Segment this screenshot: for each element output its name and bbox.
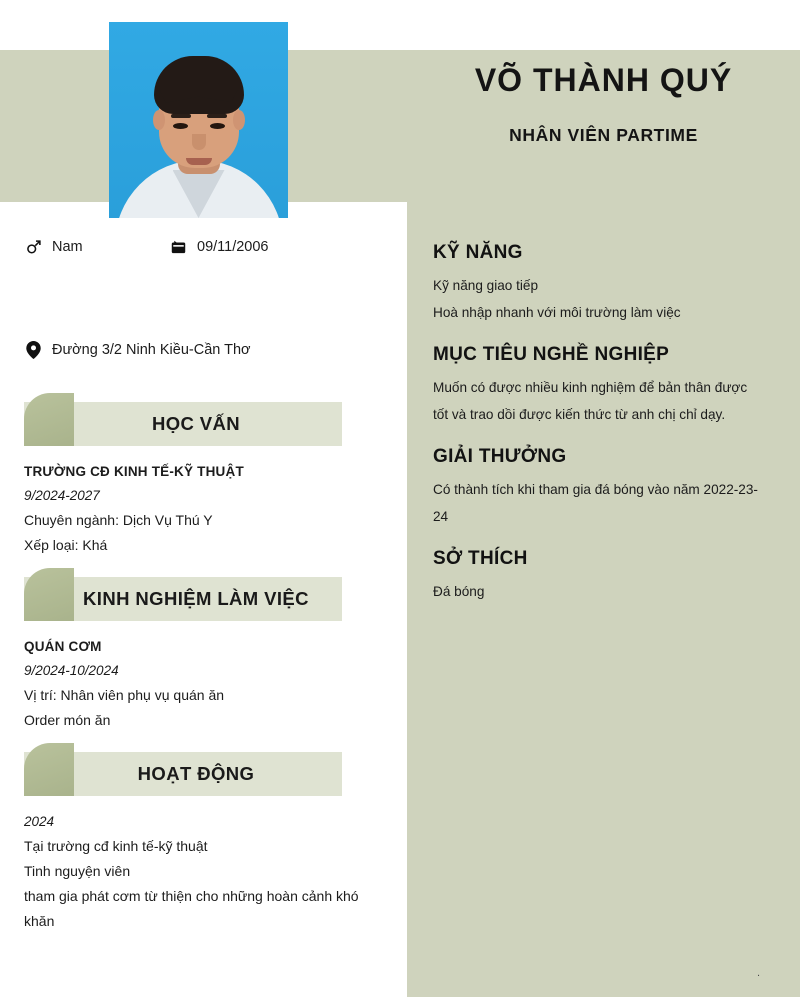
right-top-white-strip [407, 0, 800, 50]
gender-icon [24, 238, 42, 256]
section-education [24, 402, 342, 446]
location-pin-icon [24, 341, 42, 359]
job-role: NHÂN VIÊN PARTIME [509, 125, 698, 145]
profile-photo [109, 22, 288, 218]
experience-date: 9/2024-10/2024 [24, 663, 119, 679]
section-awards-title: GIẢI THƯỞNG [433, 446, 567, 467]
page-title: VÕ THÀNH QUÝ [474, 62, 733, 98]
education-line-2: Xếp loại: Khá [24, 536, 108, 553]
calendar-icon [169, 238, 187, 256]
section-education-body [24, 448, 384, 558]
section-activities-header [24, 752, 342, 796]
section-career-objective-body [433, 375, 763, 428]
education-date: 9/2024-2027 [24, 488, 100, 504]
gender-value: Nam [52, 239, 83, 255]
activities-line-3: tham gia phát cơm từ thiện cho những hoàn cảnh khó khăn [24, 887, 359, 929]
dob-field [169, 238, 269, 256]
section-activities-body [24, 798, 384, 934]
section-skills [433, 242, 763, 326]
skills-line-1: Kỹ năng giao tiếp [433, 278, 539, 293]
section-hobbies-body [433, 579, 763, 606]
experience-line-2: Order món ăn [24, 711, 111, 728]
photo-eye-right [210, 123, 225, 129]
section-awards-body [433, 477, 763, 530]
footer-mark: . [756, 967, 760, 979]
section-experience-header [24, 577, 342, 621]
section-career-objective-title: MỤC TIÊU NGHỀ NGHIỆP [433, 344, 670, 365]
ribbon-decoration [24, 393, 74, 446]
section-career-objective [433, 344, 763, 428]
education-org: TRƯỜNG CĐ KINH TẾ-KỸ THUẬT [24, 464, 244, 479]
awards-line-1: Có thành tích khi tham gia đá bóng vào năm 2022-23-24 [433, 482, 758, 524]
photo-ear-left [153, 110, 165, 130]
section-education-title: HỌC VẤN [151, 413, 241, 434]
activities-date: 2024 [24, 814, 55, 829]
address-value: Đường 3/2 Ninh Kiều-Cần Thơ [52, 342, 251, 358]
photo-eyebrow-right [207, 114, 227, 118]
section-experience-title: KINH NGHIỆM LÀM VIỆC [83, 588, 309, 609]
photo-hair [154, 56, 244, 114]
section-skills-title: KỸ NĂNG [433, 242, 523, 263]
skills-line-2: Hoà nhập nhanh với môi trường làm việc [433, 304, 681, 320]
section-hobbies [433, 548, 763, 606]
section-education-header [24, 402, 342, 446]
section-hobbies-title: SỞ THÍCH [433, 548, 528, 569]
dob-value: 09/11/2006 [197, 239, 269, 255]
activities-line-1: Tại trường cđ kinh tế-kỹ thuật [24, 838, 208, 855]
gender-field [24, 238, 169, 256]
experience-line-1: Vị trí: Nhân viên phụ vụ quán ăn [24, 687, 225, 704]
hobbies-line-1: Đá bóng [433, 584, 485, 599]
ribbon-decoration [24, 743, 74, 796]
photo-nose [192, 134, 206, 150]
photo-ear-right [233, 110, 245, 130]
section-experience-body [24, 623, 384, 733]
section-skills-body [433, 273, 763, 326]
section-experience [24, 577, 342, 621]
photo-mouth [186, 158, 212, 165]
section-awards [433, 446, 763, 530]
education-line-1: Chuyên ngành: Dịch Vụ Thú Y [24, 512, 213, 529]
address-field [24, 341, 251, 359]
experience-org: QUÁN CƠM [24, 639, 102, 654]
activities-line-2: Tinh nguyện viên [24, 862, 131, 879]
career-objective-line-1: Muốn có được nhiều kinh nghiệm để bản thân được tốt và trao dồi được kiến thức từ anh chị chỉ dạy. [433, 380, 748, 422]
photo-eye-left [173, 123, 188, 129]
personal-meta-row [24, 238, 384, 256]
photo-eyebrow-left [171, 114, 191, 118]
section-activities [24, 752, 342, 796]
section-activities-title: HOẠT ĐỘNG [137, 763, 255, 784]
